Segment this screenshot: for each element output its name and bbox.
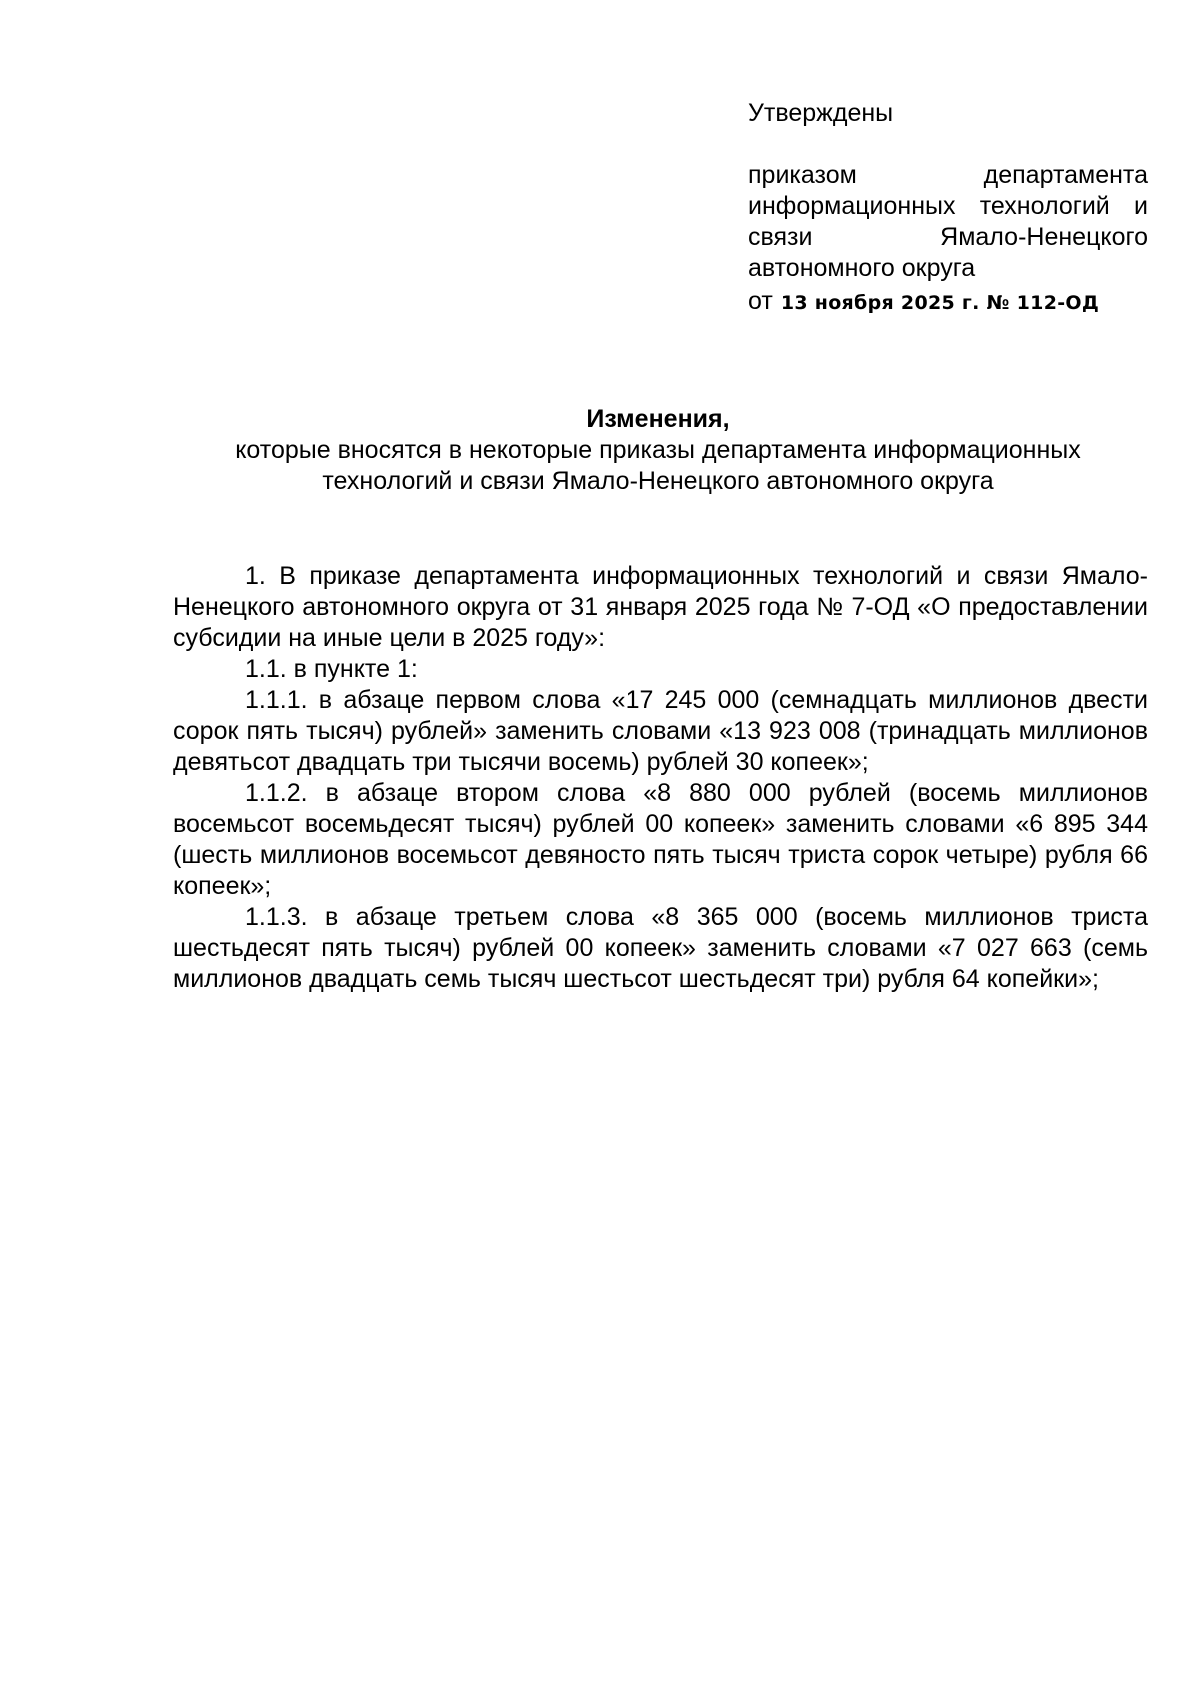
document-body <box>173 561 1148 995</box>
approval-text: приказом департамента информационных технологий и связи Ямало-Ненецкого автономного округа <box>748 161 1148 282</box>
paragraph-1: 1. В приказе департамента информационных технологий и связи Ямало-Ненецкого автономного округа от 31 января 2025 года № 7-ОД «О предоставлении субсидии на иные цели в 2025 году»: <box>173 562 1148 652</box>
paragraph-1-1-1: 1.1.1. в абзаце первом слова «17 245 000 (семнадцать миллионов двести сорок пять тысяч) рублей» заменить словами «13 923 008 (тринадцать миллионов девятьсот двадцать три тысячи восемь) рублей 30 копеек»; <box>173 686 1148 776</box>
paragraph-1-1-3: 1.1.3. в абзаце третьем слова «8 365 000 (восемь миллионов триста шестьдесят пять тысяч) рублей 00 копеек» заменить словами «7 027 663 (семь миллионов двадцать семь тысяч шестьсот шестьдесят три) рубля 64 копейки»; <box>173 903 1148 993</box>
approval-date <box>748 286 1148 319</box>
document-heading <box>168 404 1148 497</box>
paragraph-1-1-2: 1.1.2. в абзаце втором слова «8 880 000 рублей (восемь миллионов восемьсот восемьдесят тысяч) рублей 00 копеек» заменить словами «6 895 344 (шесть миллионов восемьсот девяносто пять тысяч триста сорок четыре) рубля 66 копеек»; <box>173 779 1148 900</box>
heading-title: Изменения, <box>586 405 730 433</box>
approval-date-prefix: от <box>748 287 773 315</box>
approval-date-stamp: 13 ноября 2025 г. № 112-ОД <box>780 292 1100 314</box>
approval-title: Утверждены <box>748 99 894 127</box>
paragraph-1-1: 1.1. в пункте 1: <box>245 655 418 683</box>
approval-block <box>748 98 1148 319</box>
heading-subtitle: которые вносятся в некоторые приказы департамента информационных технологий и связи Ямало-Ненецкого автономного округа <box>235 436 1081 495</box>
